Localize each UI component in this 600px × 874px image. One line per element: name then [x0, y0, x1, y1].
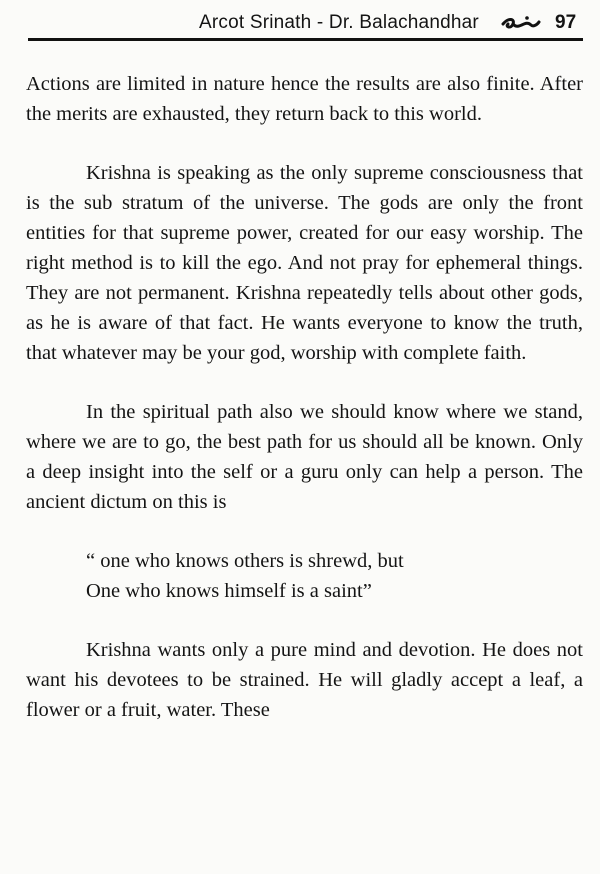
page-number: 97 — [555, 12, 577, 33]
quote-line-1: “ one who knows others is shrewd, but — [86, 550, 404, 572]
page-body — [26, 69, 583, 754]
page-header — [28, 8, 583, 38]
paragraph-1: Actions are limited in nature hence the results are also finite. After the merits are exhausted, they return back to this world. — [26, 73, 583, 125]
paragraph-3: In the spiritual path also we should know where we stand, where we are to go, the best path for us should all be known. Only a deep insight into the self or a guru only can help a person. The ancient dictum on this is — [26, 401, 583, 513]
om-symbol-icon — [501, 15, 541, 35]
paragraph-2: Krishna is speaking as the only supreme consciousness that is the sub stratum of the universe. The gods are only the front entities for that supreme power, created for our easy worship. The right method is to kill the ego. And not pray for ephemeral things. They are not permanent. Krishna repeatedly tells about other gods, as he is aware of that fact. He wants everyone to know the truth, that whatever may be your god, worship with complete faith. — [26, 162, 583, 364]
header-rule — [28, 38, 583, 41]
quote-line-2: One who knows himself is a saint” — [86, 580, 372, 602]
quoted-dictum — [26, 546, 583, 606]
paragraph-4: Krishna wants only a pure mind and devotion. He does not want his devotees to be strained. He will gladly accept a leaf, a flower or a fruit, water. These — [26, 639, 583, 721]
running-title: Arcot Srinath - Dr. Balachandhar — [199, 12, 479, 33]
